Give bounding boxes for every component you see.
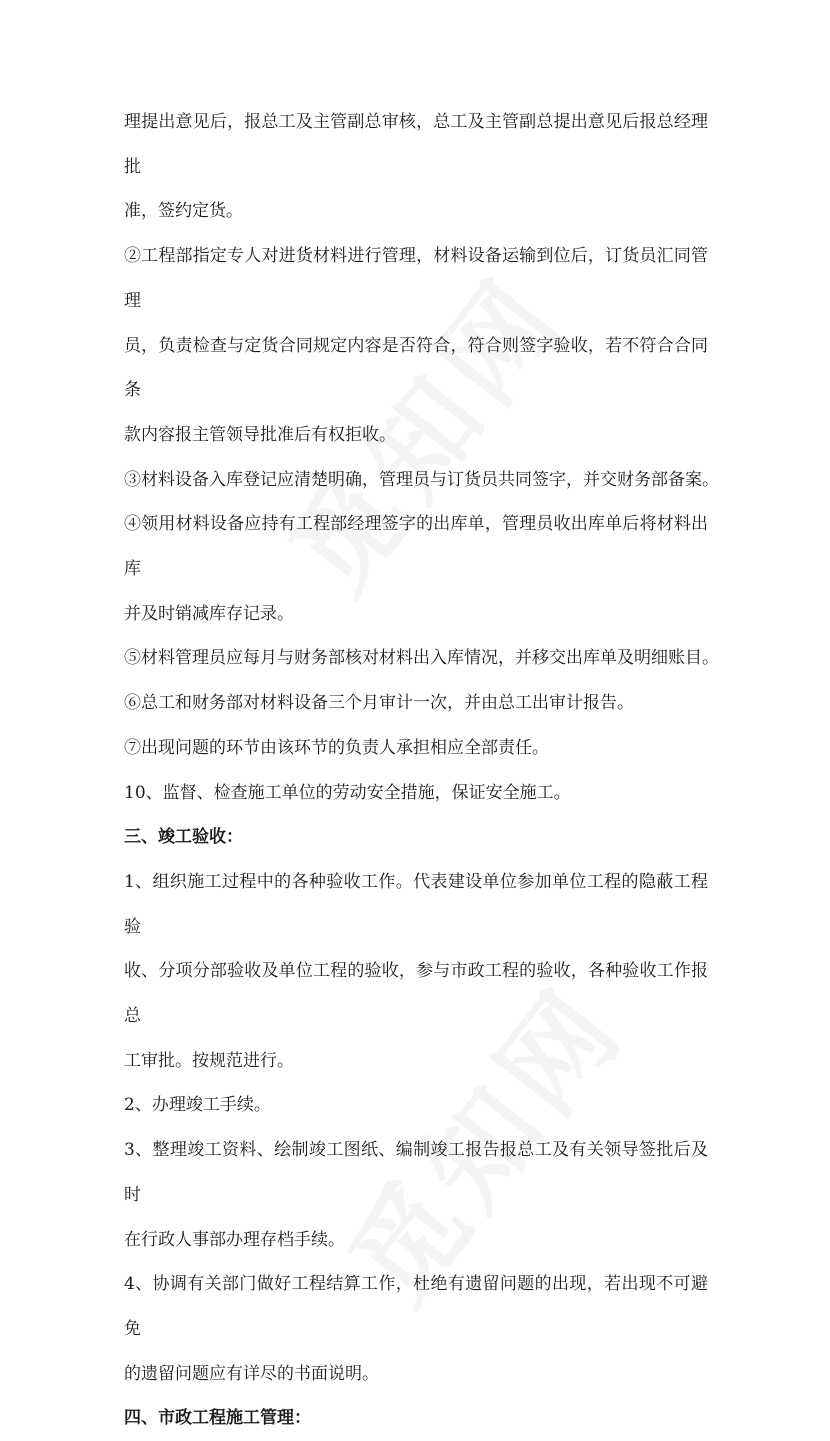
paragraph-line: ⑦出现问题的环节由该环节的负责人承担相应全部责任。 xyxy=(124,737,549,758)
paragraph-line: 10、监督、检查施工单位的劳动安全措施，保证安全施工。 xyxy=(124,782,571,803)
paragraph-line: ④领用材料设备应持有工程部经理签字的出库单，管理员收出库单后将材料出库 xyxy=(124,514,708,580)
paragraph-line: ⑥总工和财务部对材料设备三个月审计一次，并由总工出审计报告。 xyxy=(124,693,634,714)
paragraph-line: ③材料设备入库登记应清楚明确，管理员与订货员共同签字，并交财务部备案。 xyxy=(124,469,719,490)
paragraph-line: 员，负责检查与定货合同规定内容是否符合，符合则签字验收，若不符合合同条 xyxy=(124,335,708,401)
paragraph-line: 收、分项分部验收及单位工程的验收，参与市政工程的验收，各种验收工作报总 xyxy=(124,961,708,1027)
paragraph-line: 准，签约定货。 xyxy=(124,201,243,222)
paragraph-line: 款内容报主管领导批准后有权拒收。 xyxy=(124,424,396,445)
paragraph-line: ②工程部指定专人对进货材料进行管理，材料设备运输到位后，订货员汇同管理 xyxy=(124,246,708,311)
paragraph-line: 的遗留问题应有详尽的书面说明。 xyxy=(124,1363,379,1384)
section-heading: 四、市政工程施工管理： xyxy=(124,1408,311,1429)
paragraph-line: ⑤材料管理员应每月与财务部核对材料出入库情况，并移交出库单及明细账目。 xyxy=(124,648,719,669)
paragraph-line: 3、整理竣工资料、绘制竣工图纸、编制竣工报告报总工及有关领导签批后及时 xyxy=(124,1140,708,1205)
document-body xyxy=(124,100,719,1441)
paragraph-line: 4、协调有关部门做好工程结算工作，杜绝有遗留问题的出现，若出现不可避免 xyxy=(124,1274,708,1339)
section-heading: 三、竣工验收： xyxy=(124,827,243,848)
paragraph-line: 2、办理竣工手续。 xyxy=(124,1095,271,1116)
paragraph-line: 理提出意见后，报总工及主管副总审核，总工及主管副总提出意见后报总经理批 xyxy=(124,112,708,177)
paragraph-line: 在行政人事部办理存档手续。 xyxy=(124,1229,345,1250)
paragraph-line: 并及时销减库存记录。 xyxy=(124,603,294,624)
paragraph-line: 1、组织施工过程中的各种验收工作。代表建设单位参加单位工程的隐蔽工程验 xyxy=(124,871,708,937)
paragraph-line: 工审批。按规范进行。 xyxy=(124,1050,294,1071)
